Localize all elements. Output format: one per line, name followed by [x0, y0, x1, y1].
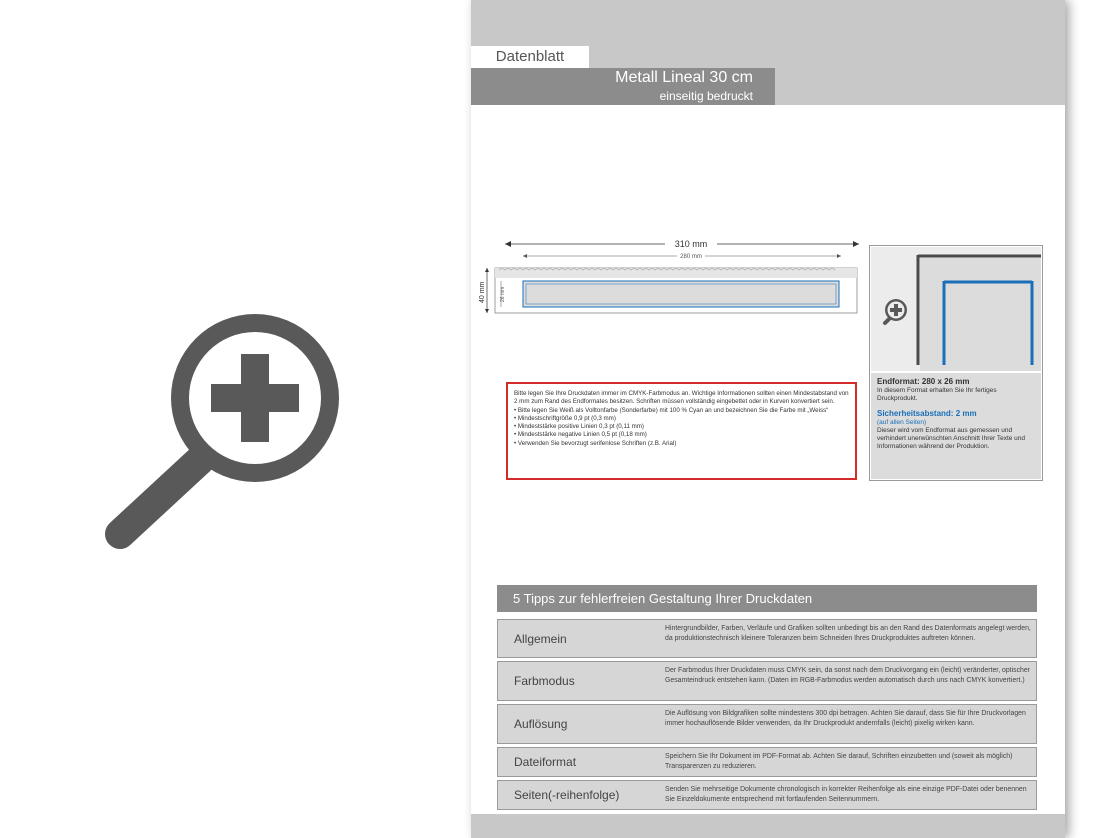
tip-text: Der Farbmodus Ihrer Druckdaten muss CMYK sein, da sonst nach dem Druckvorgang ein (leicht) veränderter, optischer Gesamteindruck entstehen kann. (Daten im RGB-Farbmodus werden automatisch durch uns nach CMYK konvertiert.)	[665, 667, 1030, 684]
tip-text: Speichern Sie Ihr Dokument im PDF-Format ab. Achten Sie darauf, Schriften einzubetten und (soweit als möglich) Transparenzen zu reduzieren.	[665, 753, 1013, 770]
zoom-in-icon[interactable]	[885, 299, 907, 323]
notice-line: • Mindeststärke negative Linien 0,5 pt (0,18 mm)	[514, 431, 647, 439]
tip-label: Seiten(-reihenfolge)	[514, 788, 620, 802]
product-title: Metall Lineal 30 cm	[615, 69, 753, 86]
tip-label: Auflösung	[514, 717, 568, 731]
notice-line: • Bitte legen Sie Weiß als Volltonfarbe (Sonderfarbe) mit 100 % Cyan an und bezeichnen Sie die Farbe mit „Weiss“	[514, 406, 829, 414]
safety-text: Dieser wird vom Endformat aus gemessen und verhindert unerwünschten Anschnitt Ihrer Texte und Informationen während der Produktion.	[877, 427, 1026, 450]
safety-subtitle: (auf allen Seiten)	[877, 419, 927, 426]
print-notice	[506, 382, 857, 480]
tip-text: Die Auflösung von Bildgrafiken sollte mindestens 300 dpi betragen. Achten Sie darauf, dass Sie für Ihre Druckvorlagen immer hochauflösende Bilder verwenden, da Ihr Druckprodukt andernfalls (leicht) pixelig wirken kann.	[665, 710, 1026, 727]
zoom-in-icon[interactable]	[100, 312, 360, 552]
notice-line: • Mindestschriftgröße 0,9 pt (0,3 mm)	[514, 414, 616, 422]
tip-label: Farbmodus	[514, 674, 575, 688]
endformat-text: In diesem Format erhalten Sie Ihr fertiges Druckprodukt.	[877, 387, 997, 402]
ruler-diagram	[477, 236, 867, 318]
inner-height-label: 26 mm	[500, 286, 506, 302]
outer-width-label: 310 mm	[674, 239, 708, 249]
inner-width-label: 280 mm	[680, 254, 702, 260]
notice-line: • Verwenden Sie bevorzugt serifenlose Schriften (z.B. Arial)	[514, 439, 677, 447]
notice-line: • Mindeststärke positive Linien 0,3 pt (0,11 mm)	[514, 423, 644, 431]
safety-title: Sicherheitsabstand: 2 mm	[877, 409, 977, 418]
tip-label: Allgemein	[514, 631, 567, 646]
product-subtitle: einseitig bedruckt	[659, 89, 753, 103]
tip-row	[497, 747, 1037, 777]
tip-label: Dateiformat	[514, 755, 577, 769]
datasheet-tab: Datenblatt	[471, 46, 589, 68]
outer-height-label: 40 mm	[479, 281, 486, 303]
tip-text: Senden Sie mehrseitige Dokumente chronologisch in korrekter Reihenfolge als eine einzige PDF-Datei oder benennen Sie Einzeldokumente entsprechend mit fortlaufenden Seitennummern.	[665, 786, 1027, 803]
footer-band	[471, 814, 1065, 838]
datasheet-page	[471, 0, 1065, 838]
tip-text: Hintergrundbilder, Farben, Verläufe und Grafiken sollten unbedingt bis an den Rand des Datenformats angelegt werden, da produktionstechnisch kleinere Toleranzen beim Schneiden Ihres Druckproduktes auftreten können.	[665, 625, 1031, 642]
notice-line: Bitte legen Sie Ihre Druckdaten immer im CMYK-Farbmodus an. Wichtige Informationen sollten einen Mindestabstand von 2 mm zum Rand des Endformates besitzen. Schriften müssen vollständig eingebettet oder in Kurven konvertiert sein.	[514, 390, 849, 406]
format-info-text	[871, 373, 1041, 479]
tips-header: 5 Tipps zur fehlerfreien Gestaltung Ihrer Druckdaten	[497, 585, 1037, 612]
corner-detail-image	[871, 247, 1041, 371]
tip-row	[497, 661, 1037, 701]
product-title-box	[471, 68, 775, 105]
tip-row	[497, 619, 1037, 658]
endformat-title: Endformat: 280 x 26 mm	[877, 377, 970, 386]
tip-row	[497, 780, 1037, 810]
format-panel	[869, 245, 1043, 481]
tip-row	[497, 704, 1037, 744]
